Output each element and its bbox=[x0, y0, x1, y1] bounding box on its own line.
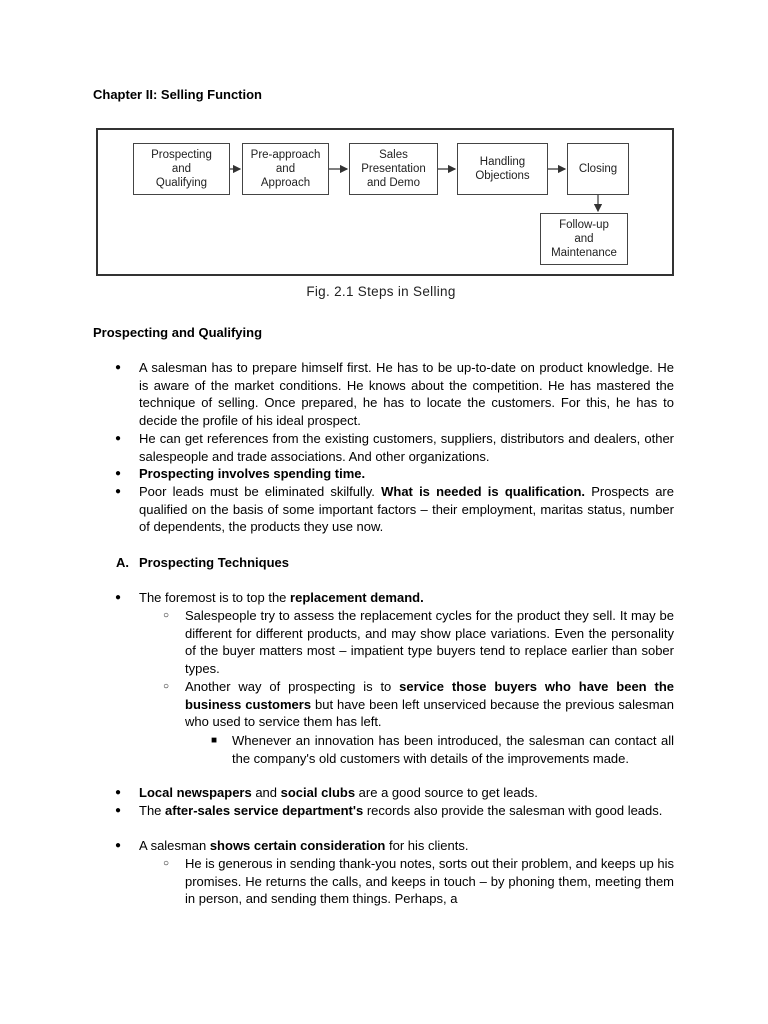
step-pre-approach: Pre-approach and Approach bbox=[242, 143, 329, 195]
sub-bullet-text bbox=[185, 678, 674, 731]
bullet-text: Prospecting involves spending time. bbox=[139, 466, 366, 481]
sub-bullet-marker: ○ bbox=[163, 858, 170, 869]
bullet-text bbox=[139, 784, 674, 802]
bullet-marker: ● bbox=[115, 433, 122, 444]
bullet-marker: ● bbox=[115, 805, 122, 816]
text-run: Prospects are qualified on the basis of some important factors – their employment, maritas status, number of dependents, the products they use now. bbox=[139, 484, 674, 535]
figure-caption: Fig. 2.1 Steps in Selling bbox=[306, 284, 456, 299]
steps-in-selling-figure bbox=[96, 128, 674, 276]
text-run: The bbox=[139, 803, 166, 818]
text-run-bold: Local newspapers bbox=[139, 785, 252, 800]
text-run-bold: after-sales service department's bbox=[165, 803, 364, 818]
bullet-text bbox=[139, 837, 674, 855]
bullet-marker: ● bbox=[115, 362, 122, 373]
bullet-text bbox=[139, 589, 674, 607]
text-run-bold: shows certain consideration bbox=[209, 838, 386, 853]
sub-bullet-text: Salespeople try to assess the replacement cycles for the product they sell. It may be different for different products, and may show place variations. Even the personality of the buyer matters most – impatient type buyers tend to replace earlier than sober types. bbox=[185, 608, 674, 676]
text-run: Another way of prospecting is to bbox=[185, 679, 400, 694]
text-run: records also provide the salesman with good leads. bbox=[363, 803, 663, 818]
text-run-bold: replacement demand. bbox=[290, 590, 424, 605]
text-run: Poor leads must be eliminated skilfully. bbox=[139, 484, 382, 499]
sub-bullet-text: He is generous in sending thank-you notes, sorts out their problem, and keeps up his promises. He returns the calls, and keeps in touch – by phoning them, meeting them in person, and sending them things. Perhaps, a bbox=[185, 856, 674, 907]
text-run-bold: service those buyers who have been the business customers bbox=[185, 679, 674, 712]
bullet-text: A salesman has to prepare himself first. He has to be up-to-date on product knowledge. He is aware of the market conditions. He knows about the competition. He has mastered the technique of selling. Once prepared, he has to locate the customers. For this, he has to decide the profile of his ideal prospect. bbox=[139, 360, 674, 428]
bullet-marker: ● bbox=[115, 592, 122, 603]
sub-bullet-marker: ○ bbox=[163, 610, 170, 621]
bullet-text: He can get references from the existing customers, suppliers, distributors and dealers, other salespeople and trade associations. And other organizations. bbox=[139, 431, 674, 464]
bullet-text bbox=[139, 483, 674, 536]
text-run-bold: social clubs bbox=[280, 785, 356, 800]
sub-sub-bullet-text: Whenever an innovation has been introduced, the salesman can contact all the company's old customers with details of the improvements made. bbox=[232, 733, 674, 766]
text-run-bold: What is needed is qualification. bbox=[381, 484, 586, 499]
bullet-text bbox=[139, 802, 674, 820]
section-a-label: A. bbox=[116, 555, 129, 570]
text-run: for his clients. bbox=[385, 838, 469, 853]
step-closing: Closing bbox=[567, 143, 629, 195]
text-run: are a good source to get leads. bbox=[355, 785, 538, 800]
step-presentation: Sales Presentation and Demo bbox=[349, 143, 438, 195]
step-objections: Handling Objections bbox=[457, 143, 548, 195]
chapter-title: Chapter II: Selling Function bbox=[93, 87, 262, 102]
step-follow-up: Follow-up and Maintenance bbox=[540, 213, 628, 265]
section-heading: Prospecting and Qualifying bbox=[93, 325, 263, 340]
section-a-heading: Prospecting Techniques bbox=[139, 555, 290, 570]
text-run: The foremost is to top the bbox=[139, 590, 291, 605]
step-prospecting: Prospecting and Qualifying bbox=[133, 143, 230, 195]
text-run: A salesman bbox=[139, 838, 210, 853]
bullet-marker: ● bbox=[115, 486, 122, 497]
bullet-marker: ● bbox=[115, 468, 122, 479]
sub-sub-bullet-marker: ■ bbox=[211, 735, 218, 746]
text-run: but have been left unserviced because the previous salesman who used to service them has left. bbox=[185, 696, 674, 730]
bullet-marker: ● bbox=[115, 787, 122, 798]
sub-bullet-marker: ○ bbox=[163, 681, 170, 692]
text-run: and bbox=[251, 785, 281, 800]
bullet-marker: ● bbox=[115, 840, 122, 851]
